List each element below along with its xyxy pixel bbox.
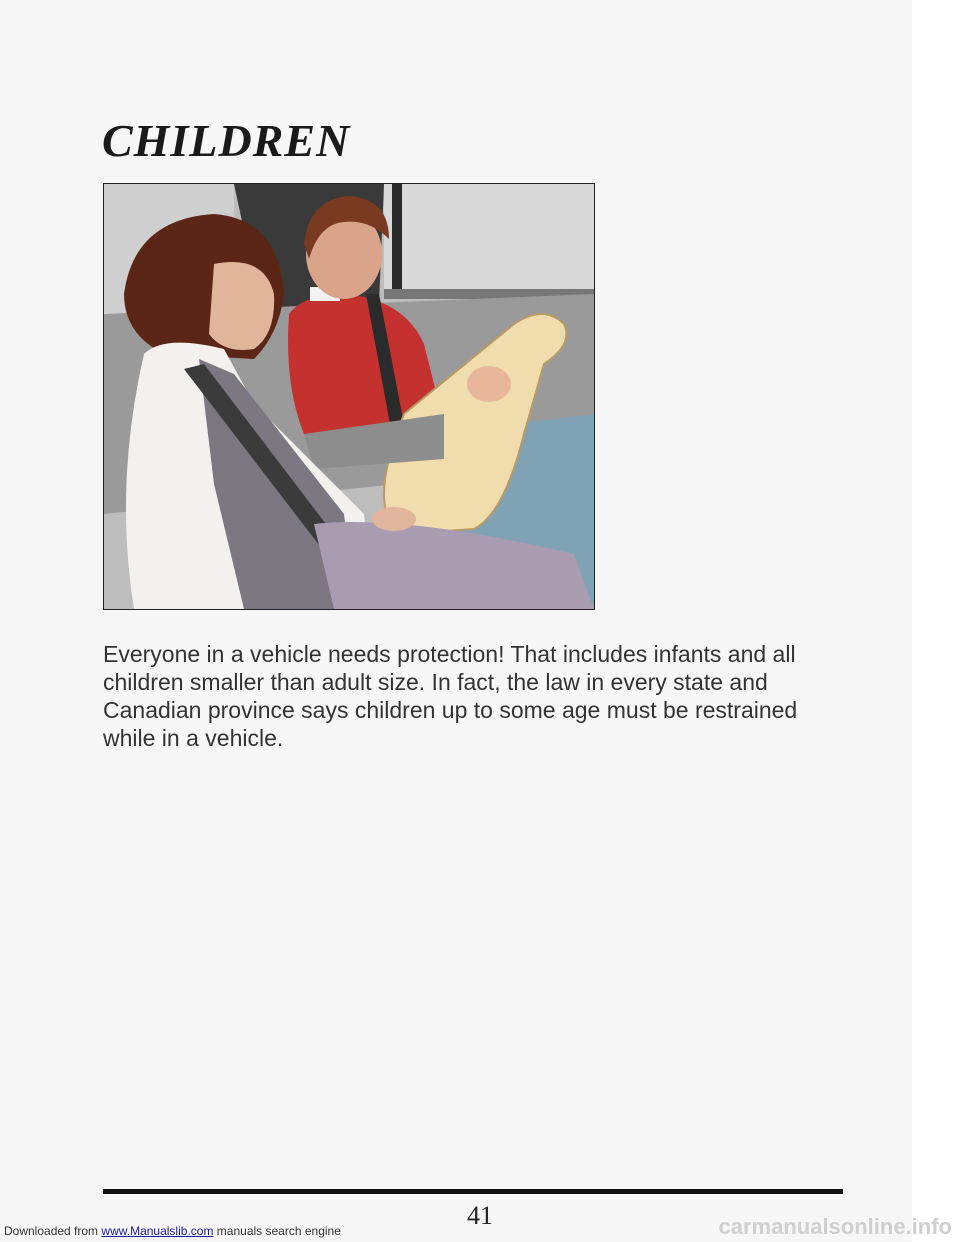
download-source-footer	[4, 1224, 341, 1238]
footer-suffix: manuals search engine	[216, 1224, 341, 1238]
illustration-mother-child-infant-seat	[103, 183, 595, 610]
page-number: 41	[467, 1201, 493, 1230]
watermark-text: carmanualsonline.info	[718, 1214, 952, 1239]
footer-rule	[103, 1189, 843, 1194]
manualslib-link[interactable]: www.Manualslib.com	[101, 1224, 214, 1238]
footer-prefix: Downloaded from	[4, 1224, 99, 1238]
body-paragraph: Everyone in a vehicle needs protection! That includes infants and all children smaller than adult size. In fact, the law in every state and Canadian province says children up to some age must be restrained while in a vehicle.	[103, 641, 798, 751]
page-title: CHILDREN	[102, 115, 351, 166]
